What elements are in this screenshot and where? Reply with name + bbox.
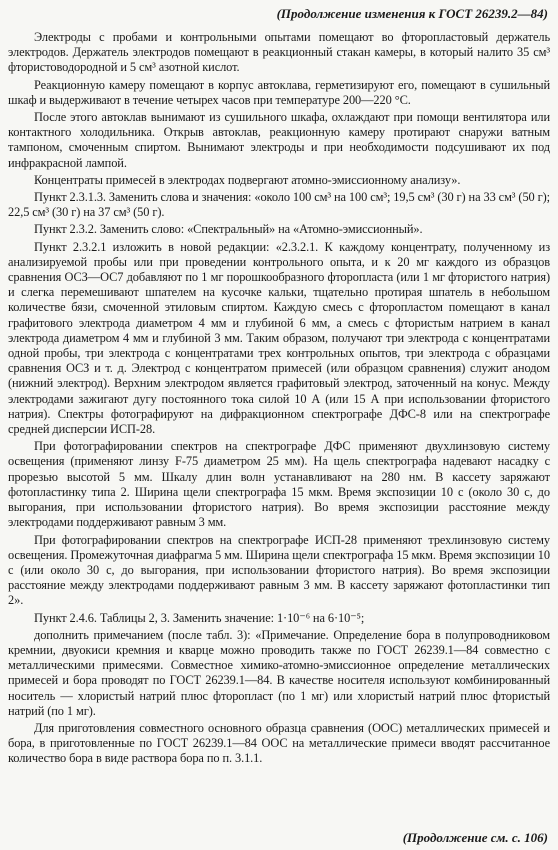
paragraph: Реакционную камеру помещают в корпус автоклава, герметизируют его, помещают в сушильный шкаф и выдерживают в течение четырех часов при температуре 200—220 °С. — [8, 77, 550, 107]
paragraph: Пункт 2.3.1.3. Заменить слова и значения: «около 100 см³ на 100 см³; 19,5 см³ (30 г) на 33 см³ (50 г); 22,5 см³ (30 г) на 37 см³ (50 г). — [8, 190, 550, 220]
paragraph: Для приготовления совместного основного образца сравнения (ООС) металлических примесей и бора, в приготовленные по ГОСТ 26239.1—84 ООС на металлические примеси вводят рассчитанное количество бора в виде раствора бора по п. 3.1.1. — [8, 720, 550, 766]
paragraph: Пункт 2.3.2. Заменить слово: «Спектральный» на «Атомно-эмиссионный». — [34, 222, 423, 237]
page-footer: (Продолжение см. с. 106) — [402, 830, 548, 845]
paragraph: Концентраты примесей в электродах подвергают атомно-эмиссионному анализу». — [34, 172, 461, 187]
paragraph: Электроды с пробами и контрольными опытами помещают во фторопластовый держатель электродов. Держатель электродов помещают в реакционный стакан камеры, в который налито 35 см³ фтористоводородной и 5 см³ азотной кислот. — [8, 30, 550, 75]
paragraph: После этого автоклав вынимают из сушильного шкафа, охлаждают при помощи вентилятора или контактного холодильника. Открыв автоклав, реакционную камеру протирают снаружи ватным тампоном, смоченным спиртом. Вынимают электроды и при необходимости подсушивают их под инфракрасной лампой. — [8, 110, 550, 170]
paragraph: дополнить примечанием (после табл. 3): «Примечание. Определение бора в полупроводниковом кремнии, двуокиси кремния и кварце можно проводить также по ГОСТ 26239.1—84 совместно с металлическими примесями. Совместное химико-атомно-эмиссионное определение металлических примесей и бора проводят по ГОСТ 26239.1—84. В качестве носителя используют комбинированный носитель — хлористый натрий плюс фторопласт (по 1 мг) или хлористый натрий плюс фтористый натрий (по 1 мг). — [8, 627, 550, 718]
paragraph: Пункт 2.3.2.1 изложить в новой редакции: «2.3.2.1. К каждому концентрату, полученному из анализируемой пробы или при проведении контрольного опыта, и к 20 мг каждого из образцов сравнения ОСЗ—ОС7 добавляют по 1 мг порошкообразного фторопласта (или 1 мг фтористого натрия) и слегка перемешивают шпателем на кусочке кальки, тщательно протирая шпатель в небольшом количестве бязи, смоченной этиловым спиртом. Каждую смесь с фторопластом помещают в канал графитового электрода диаметром 4 мм и глубиной 6 мм, а смесь с фтористым натрием в канал электрода диаметром 4 мм и глубиной 3 мм. Таким образом, получают три электрода с концентратами одной пробы, три электрода с концентратами трех контрольных опытов, три электрода с образцами сравнения ОСЗ и т. д. Электрод с концентратом примесей (или образцом сравнения) служит анодом (нижний электрод). Верхним электродом является графитовый электрод, заточенный на конус. Между электродами зажигают дугу постоянного тока силой 10 А (или 15 А при использовании фтористого натрия). Спектры фотографируют на дифракционном спектрографе ДФС-8 или на спектрографе средней дисперсии ИСП-28. — [8, 239, 550, 437]
page-header: (Продолжение изменения к ГОСТ 26239.2—84) — [276, 6, 548, 21]
document-page — [8, 6, 550, 846]
paragraph: При фотографировании спектров на спектрографе ДФС применяют двухлинзовую систему освещения (применяют линзу F-75 диаметром 25 мм). На щель спектрографа надевают насадку с прорезью высотой 5 мм. Шкалу длин волн устанавливают на 280 нм. В кассету заряжают фотопластинку типа 2. Ширина щели спектрографа 15 мкм. Время экспозиции 10 с (около 30 с, до выгорания, при использовании фтористого натрия). Во время экспозиции расстояние между электродами поддерживают равным 3 мм. — [8, 439, 550, 530]
paragraph: Пункт 2.4.6. Таблицы 2, 3. Заменить значение: 1·10⁻⁶ на 6·10⁻⁵; — [34, 610, 365, 625]
paragraph: При фотографировании спектров на спектрографе ИСП-28 применяют трехлинзовую систему освещения. Промежуточная диафрагма 5 мм. Ширина щели спектрографа 15 мкм. Время экспозиции 10 с (или около 30 с, до выгорания, при использовании фтористого натрия). Во время экспозиции расстояние между электродами поддерживают равным 3 мм. В кассету заряжают фотопластинки тип 2». — [8, 532, 550, 608]
document-body — [8, 30, 550, 767]
